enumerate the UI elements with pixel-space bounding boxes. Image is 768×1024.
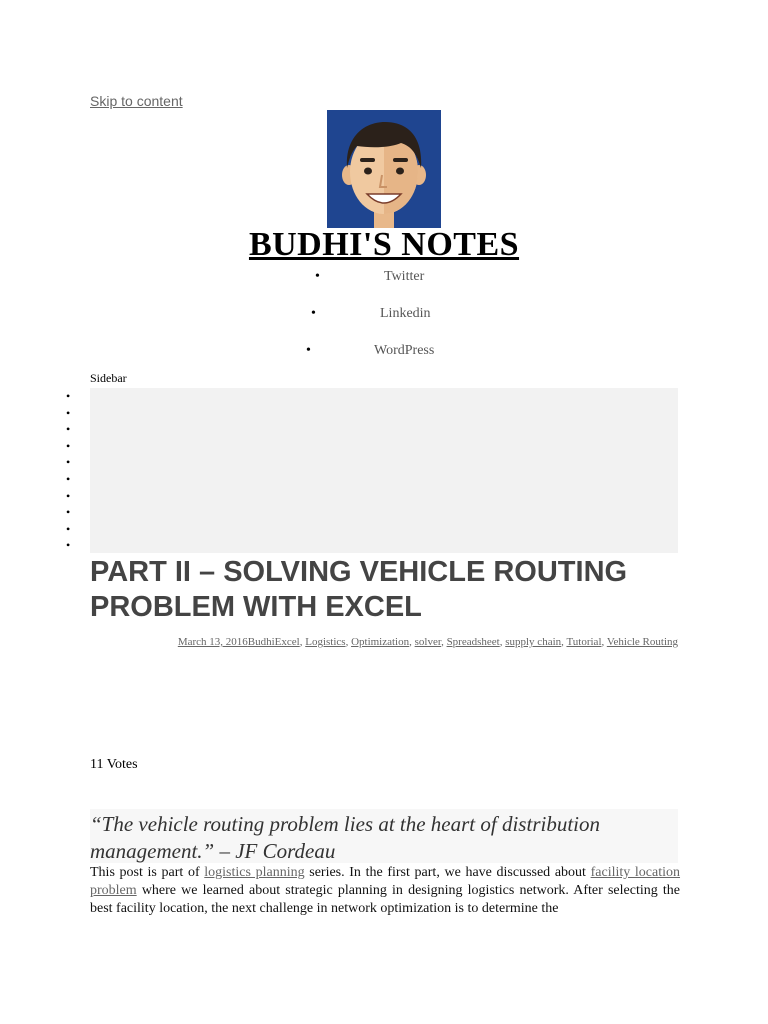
site-logo-avatar[interactable]: [327, 110, 441, 228]
sidebar-list-item[interactable]: •: [66, 422, 71, 437]
sidebar-list-item[interactable]: •: [66, 538, 71, 553]
sidebar-list-item[interactable]: •: [66, 455, 71, 470]
body-text: This post is part of: [90, 865, 205, 880]
tag-link[interactable]: Tutorial: [566, 636, 602, 648]
meta-separator: ,: [299, 636, 306, 648]
meta-separator: ,: [441, 636, 447, 648]
skip-to-content-link[interactable]: Skip to content: [90, 93, 183, 109]
tag-link[interactable]: supply chain: [505, 636, 562, 648]
facility-location-link[interactable]: facility location problem: [90, 865, 681, 898]
meta-separator: ,: [409, 636, 415, 648]
sidebar-list-item[interactable]: •: [66, 521, 71, 536]
sidebar-list-item[interactable]: •: [66, 505, 71, 520]
post-author-link[interactable]: BudhiExcel: [247, 636, 300, 648]
pull-quote: “The vehicle routing problem lies at the heart of distribution management.” – JF Cordeau: [90, 809, 678, 863]
social-item-twitter[interactable]: [0, 268, 768, 305]
body-text: series. In the first part, we have discussed about: [304, 865, 591, 880]
site-title[interactable]: BUDHI'S NOTES: [248, 226, 520, 263]
sidebar-list-item[interactable]: •: [66, 389, 71, 403]
list-bullet: •: [311, 306, 316, 321]
meta-separator: ,: [601, 636, 607, 648]
tag-link[interactable]: solver: [414, 636, 442, 648]
sidebar-list-item[interactable]: •: [66, 405, 71, 420]
meta-separator: ,: [561, 636, 567, 648]
meta-separator: ,: [345, 636, 352, 648]
social-item-linkedin[interactable]: [0, 305, 768, 342]
meta-separator: ,: [499, 636, 506, 648]
sidebar-list-item[interactable]: •: [66, 471, 71, 486]
post-meta: [178, 636, 678, 648]
avatar-face-icon: [327, 110, 441, 228]
body-text: where we learned about strategic planning in designing logistics network. After selecting the best facility location, the next challenge in network optimization is to determine the: [90, 883, 680, 916]
category-link[interactable]: Logistics: [305, 636, 346, 648]
sidebar-widget-area: [90, 388, 678, 553]
sidebar-list-item[interactable]: •: [66, 488, 71, 503]
post-body-paragraph: [90, 864, 680, 918]
linkedin-link[interactable]: Linkedin: [380, 306, 431, 321]
tag-link[interactable]: Vehicle Routing: [606, 636, 678, 648]
sidebar-list: [66, 388, 76, 554]
category-link[interactable]: Optimization: [351, 636, 410, 648]
vote-count: 11 Votes: [90, 757, 138, 772]
list-bullet: •: [315, 269, 320, 284]
twitter-link[interactable]: Twitter: [384, 269, 425, 284]
list-bullet: •: [306, 343, 311, 358]
sidebar-heading: Sidebar: [90, 371, 127, 385]
social-links-list: [0, 268, 768, 379]
sidebar-list-item[interactable]: •: [66, 438, 71, 453]
tag-link[interactable]: Spreadsheet: [446, 636, 500, 648]
logistics-planning-link[interactable]: logistics planning: [204, 865, 305, 880]
post-date-link[interactable]: March 13, 2016: [177, 636, 248, 648]
post-title: PART II – SOLVING VEHICLE ROUTING PROBLEM WITH EXCEL: [90, 556, 628, 623]
wordpress-link[interactable]: WordPress: [374, 343, 435, 358]
